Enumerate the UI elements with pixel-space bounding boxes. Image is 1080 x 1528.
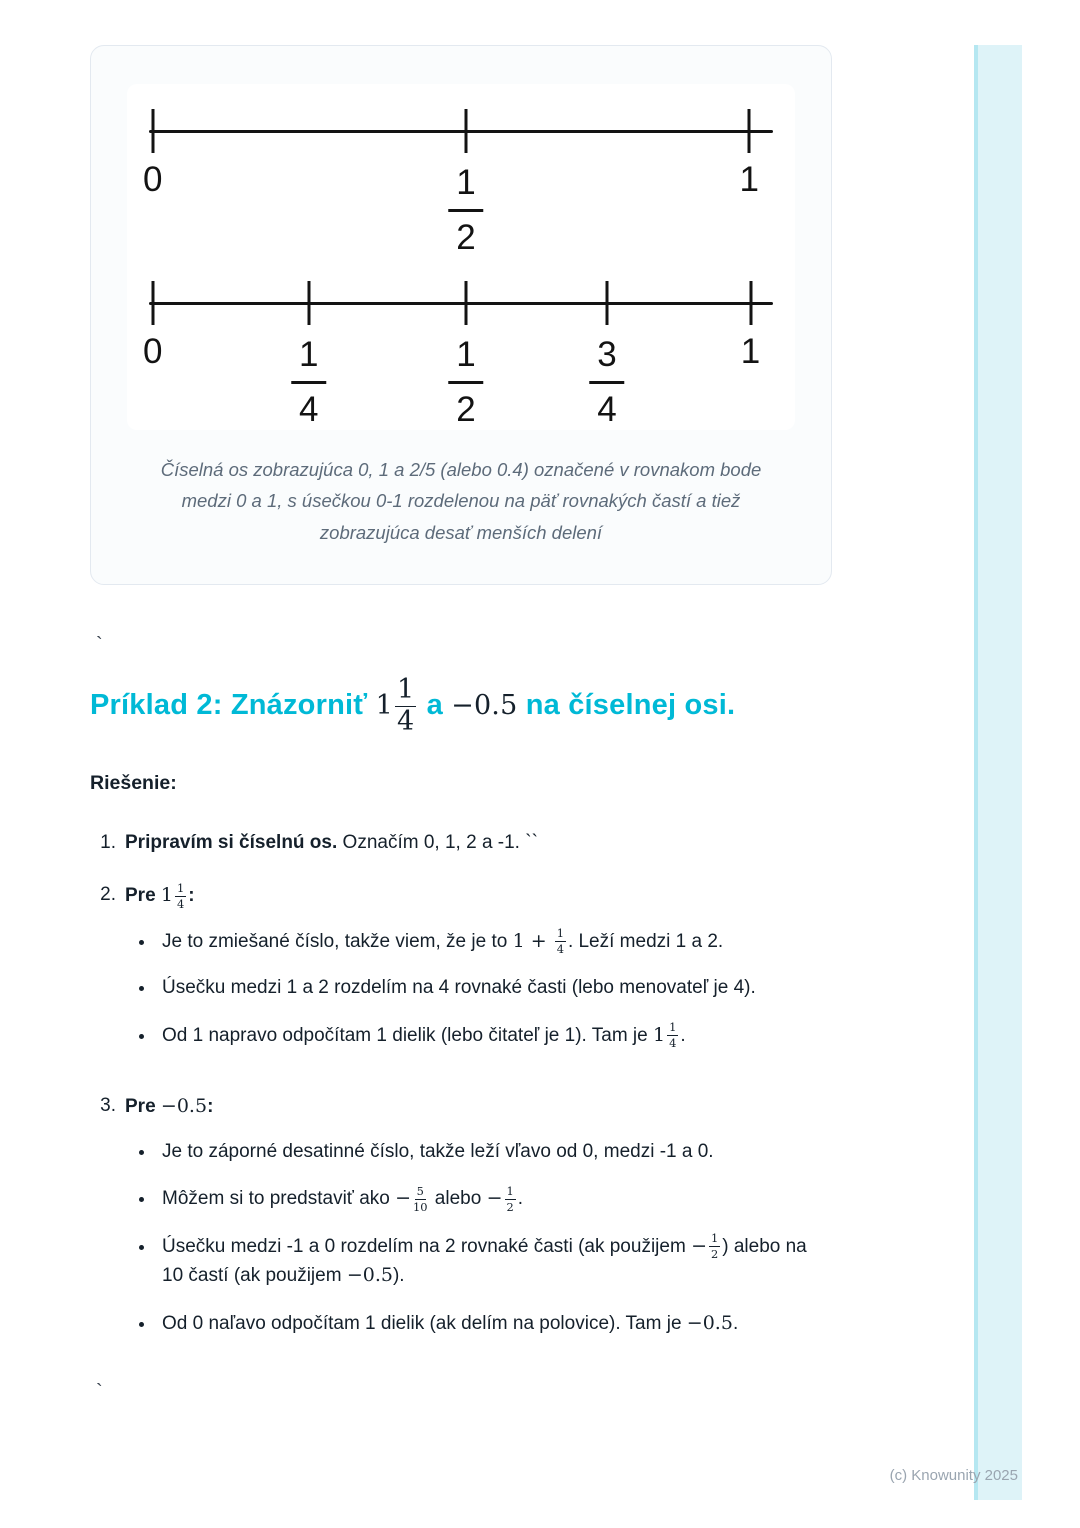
fraction: $\frac{1}{2}$ [448, 162, 483, 255]
fraction: $\frac{5}{10}$ [413, 1183, 428, 1214]
tick-label [448, 334, 483, 427]
copyright-footer: (c) Knowunity 2025 [889, 1467, 1018, 1484]
step-body [125, 1092, 832, 1356]
step-number: 2. [100, 884, 116, 906]
tick-label [589, 334, 624, 427]
tick-label: 1 [739, 160, 760, 199]
bullet-item: • Od 1 napravo odpočítam 1 dielik (lebo čitateľ je 1). Tam je 1 $\frac{1}{4}$ . [156, 1021, 828, 1051]
fraction: $\frac{1}{4}$ [396, 674, 415, 737]
tick-mark [464, 281, 467, 325]
example-heading: Príklad 2: Znázorniť 1 $\frac{1}{4}$ a −0.5 na číselnej osi. [90, 674, 736, 737]
bullet-item: • Úsečku medzi -1 a 0 rozdelím na 2 rovnaké časti (ak použijem − $\frac{1}{2}$ ) alebo na 10 častí (ak použijem −0.5). [156, 1232, 828, 1291]
stray-backtick-top: ` [96, 634, 103, 656]
step-title: Pripravím si číselnú os. Označím 0, 1, 2 a -1. `` [125, 831, 538, 853]
solution-label: Riešenie: [90, 771, 177, 794]
step-body [125, 829, 832, 858]
tick-label [448, 162, 483, 255]
stray-backtick-bottom: ` [96, 1381, 103, 1404]
tick-mark [307, 281, 310, 325]
bullet-item: • Môžem si to predstaviť ako − $\frac{5}{10}$ alebo − $\frac{1}{2}$ . [156, 1184, 828, 1214]
tick-label: 0 [143, 160, 163, 199]
bullet-item: • Je to zmiešané číslo, takže viem, že je to 1 + $\frac{1}{4}$ . Leží medzi 1 a 2. [156, 927, 828, 957]
tick-label: 1 [740, 332, 761, 371]
number-line-figure [127, 84, 795, 430]
tick-label [291, 334, 326, 427]
number-line-quarters [143, 272, 773, 429]
fraction: $\frac{1}{2}$ [710, 1231, 719, 1262]
solution-step-1 [90, 829, 832, 858]
solution-step-3 [90, 1092, 832, 1356]
tick-label: 0 [143, 332, 163, 371]
tick-mark [748, 109, 751, 153]
fraction: $\frac{1}{4}$ [291, 334, 326, 427]
bullet-item: • Od 0 naľavo odpočítam 1 dielik (ak delím na polovice). Tam je −0.5. [156, 1309, 828, 1339]
tick-mark [151, 109, 154, 153]
number-line-track [149, 130, 773, 133]
step-bullet-list [125, 1138, 832, 1339]
fraction: $\frac{1}{2}$ [448, 334, 483, 427]
fraction: $\frac{1}{4}$ [556, 926, 564, 957]
step-number: 1. [100, 831, 116, 853]
step-title: Pre 1 $\frac{1}{4}$ : [125, 880, 195, 911]
step-body [125, 881, 832, 1068]
tick-mark [464, 109, 467, 153]
main-content [90, 45, 832, 1404]
solution-step-2 [90, 881, 832, 1068]
figure-card [90, 45, 832, 585]
tick-mark [749, 281, 752, 325]
number-line-halves [143, 100, 773, 272]
tick-mark [151, 281, 154, 325]
fraction: $\frac{1}{4}$ [177, 880, 185, 911]
figure-caption: Číselná os zobrazujúca 0, 1 a 2/5 (alebo 0.4) označené v rovnakom bode medzi 0 a 1, s úsečkou 0-1 rozdelenou na päť rovnakých častí a tiež zobrazujúca desať menších delení [160, 459, 762, 543]
decorative-side-stripe [974, 45, 1022, 1500]
fraction: $\frac{1}{2}$ [506, 1183, 514, 1214]
step-title: Pre −0.5: [125, 1095, 214, 1118]
bullet-item: • Je to záporné desatinné číslo, takže leží vľavo od 0, medzi -1 a 0. [156, 1138, 828, 1167]
fraction: $\frac{1}{4}$ [669, 1020, 677, 1051]
fraction: $\frac{3}{4}$ [589, 334, 624, 427]
bullet-item: • Úsečku medzi 1 a 2 rozdelím na 4 rovnaké časti (lebo menovateľ je 4). [156, 974, 828, 1003]
step-number: 3. [100, 1095, 116, 1117]
tick-mark [606, 281, 609, 325]
step-bullet-list [125, 927, 832, 1051]
solution-steps [90, 829, 832, 1357]
number-line-track [149, 302, 773, 305]
